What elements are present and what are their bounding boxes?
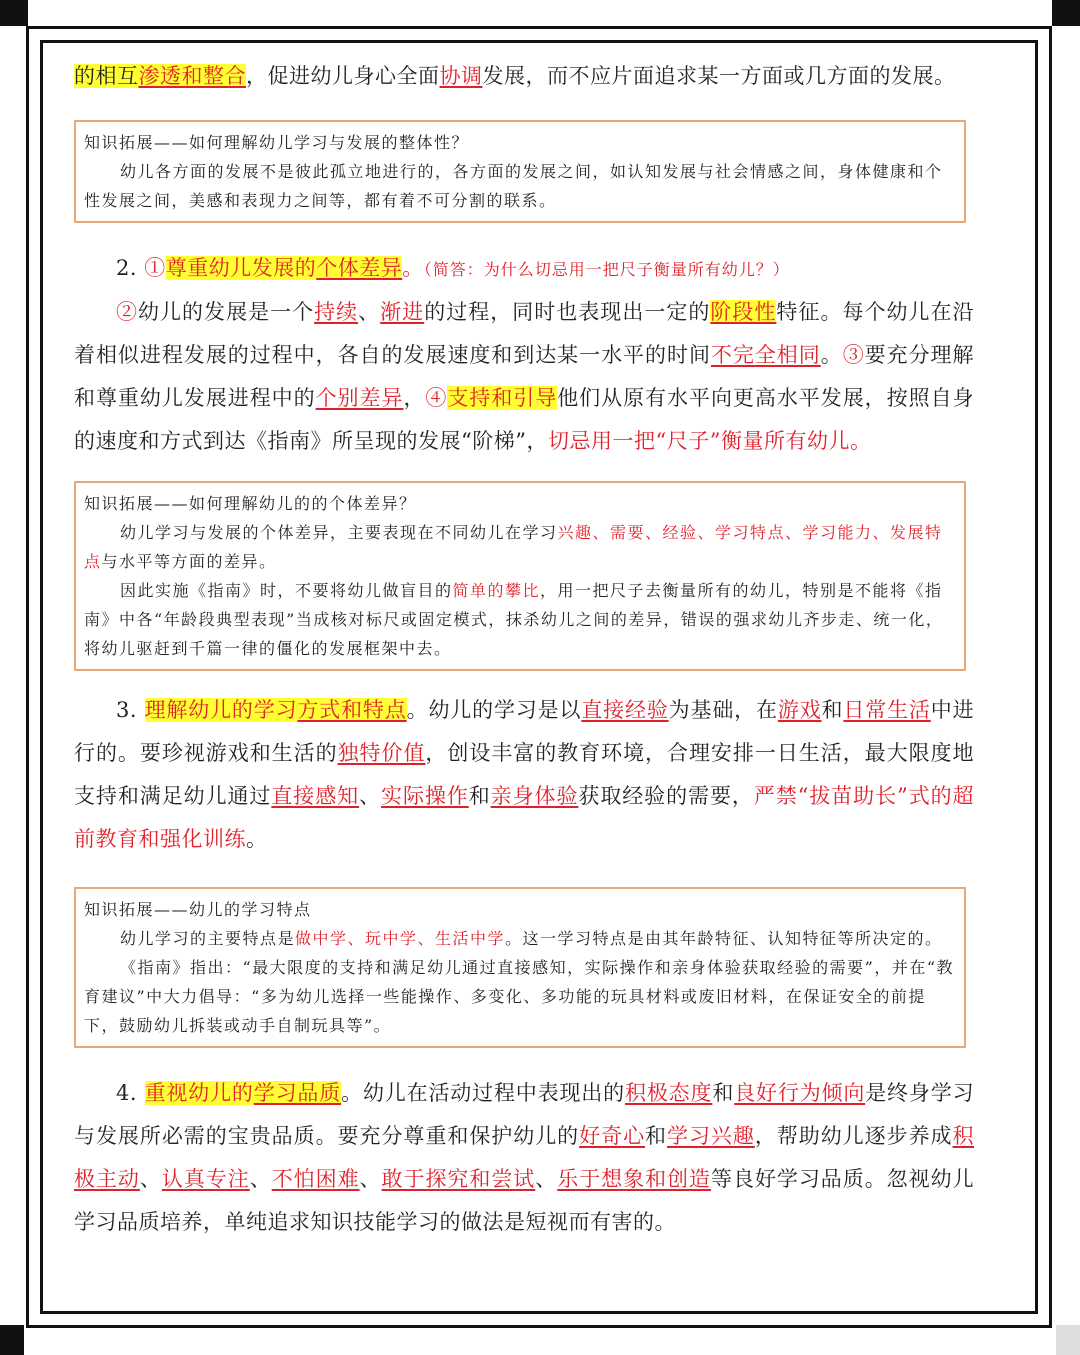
text: 和 xyxy=(821,698,844,722)
highlight-keyword: 支持和引导 xyxy=(447,386,558,410)
underlined-keyword: 积极主动 xyxy=(74,1124,975,1191)
text: ，促进幼儿身心全面 xyxy=(246,64,440,88)
text: 、 xyxy=(358,300,381,324)
circled-number: ③ xyxy=(842,343,865,367)
text: 他们从原有水平向更高水平发展，按照自身的速度和方式到达《指南》所呈现的发展“阶梯”， xyxy=(74,386,975,453)
text: 等良好学习品质。忽视幼儿学习品质培养，单纯追求知识技能学习的做法是短视而有害的。 xyxy=(74,1167,975,1234)
knowledge-box-integrity xyxy=(74,120,966,223)
underlined-keyword: 日常生活 xyxy=(843,698,931,722)
circled-number: ① xyxy=(144,256,166,280)
underlined-keyword: 协调 xyxy=(439,64,483,88)
text: 获取经验的需要， xyxy=(578,784,754,808)
red-emphasis: 切忌用一把“尺子”衡量所有幼儿。 xyxy=(547,429,872,453)
text: 。幼儿在活动过程中表现出的 xyxy=(341,1081,625,1105)
text: 是终身学习与发展所必需的宝贵品质。要充分尊重和保护幼儿的 xyxy=(74,1081,975,1148)
text: 幼儿学习的主要特点是 xyxy=(120,929,296,948)
underlined-keyword: 直接感知 xyxy=(271,784,360,808)
text: 特征。每个幼儿在沿着相似进程发展的过程中，各自的发展速度和到达某一水平的时间 xyxy=(74,300,975,367)
text: 、 xyxy=(535,1167,558,1191)
text: 因此实施《指南》时，不要将幼儿做盲目的 xyxy=(120,581,453,600)
text: 。 xyxy=(820,343,843,367)
section-number: 3. xyxy=(116,698,145,722)
box-body: 幼儿各方面的发展不是彼此孤立地进行的，各方面的发展之间，如认知发展与社会情感之间，身体健康和个性发展之间，美感和表现力之间等，都有着不可分割的联系。 xyxy=(84,162,943,210)
underlined-keyword: 渗透和整合 xyxy=(138,64,246,88)
box-title: 知识拓展——如何理解幼儿学习与发展的整体性？ xyxy=(84,133,470,152)
red-keywords: 简单的攀比 xyxy=(452,581,541,600)
box-body xyxy=(84,576,956,663)
underlined-keyword: 学习兴趣 xyxy=(667,1124,755,1148)
text: 与水平等方面的差异。 xyxy=(101,552,277,571)
text: 幼儿学习与发展的个体差异，主要表现在不同幼儿在学习 xyxy=(120,523,558,542)
text: 和 xyxy=(712,1081,735,1105)
text: ，创设丰富的教育环境，合理安排一日生活，最大限度地支持和满足幼儿通过 xyxy=(74,741,975,808)
exam-note: （简答：为什么切忌用一把尺子衡量所有幼儿？） xyxy=(423,260,790,279)
underlined-keyword: 不完全相同 xyxy=(710,343,821,367)
text: 。这一学习特点是由其年龄特征、认知特征等所决定的。 xyxy=(505,929,943,948)
text: 。幼儿的学习是以 xyxy=(406,698,582,722)
section-2-heading xyxy=(74,247,974,291)
underlined-keyword: 亲身体验 xyxy=(490,784,579,808)
underlined-keyword: 独特价值 xyxy=(337,741,426,765)
text: 、 xyxy=(139,1167,162,1191)
text: 为基础，在 xyxy=(668,698,778,722)
box-title: 知识拓展——幼儿的学习特点 xyxy=(84,900,312,919)
box-title: 知识拓展——如何理解幼儿的的个体差异？ xyxy=(84,494,417,513)
knowledge-box-individual-difference xyxy=(74,481,966,671)
text: 、 xyxy=(359,784,382,808)
corner-mark-bottom-right xyxy=(1056,1325,1080,1355)
underlined-keyword: 阶段性 xyxy=(710,300,777,324)
underlined-keyword: 直接经验 xyxy=(581,698,669,722)
section-4-body xyxy=(74,1072,974,1244)
text: 和 xyxy=(468,784,491,808)
knowledge-box-learning-features xyxy=(74,887,966,1048)
box-body: 《指南》指出：“最大限度的支持和满足幼儿通过直接感知，实际操作和亲身体验获取经验的需要”，并在“教育建议”中大力倡导：“多为幼儿选择一些能操作、多变化、多功能的玩具材料或废旧材料，在保证安全的前提下，鼓励幼儿拆装或动手自制玩具等”。 xyxy=(84,958,955,1035)
text: 和 xyxy=(645,1124,667,1148)
box-body xyxy=(84,518,956,576)
red-keywords: 做中学、玩中学、生活中学 xyxy=(295,929,506,948)
underlined-keyword: 乐于想象和创造 xyxy=(557,1167,711,1191)
underlined-keyword: 实际操作 xyxy=(381,784,469,808)
section-heading: 重视幼儿的 xyxy=(144,1081,254,1105)
red-emphasis: 严禁“拔苗助长”式的超前教育和强化训练 xyxy=(74,784,975,851)
text: 要充分理解和尊重幼儿发展进程中的 xyxy=(74,343,975,410)
underlined-keyword: 积极态度 xyxy=(624,1081,713,1105)
text: ，帮助幼儿逐步养成 xyxy=(754,1124,953,1148)
text: 、 xyxy=(249,1167,272,1191)
underlined-keyword: 持续 xyxy=(314,300,359,324)
underlined-keyword: 良好行为倾向 xyxy=(734,1081,866,1105)
text: 发展，而不应片面追求某一方面或几方面的发展。 xyxy=(482,64,956,88)
text: 。 xyxy=(246,827,268,851)
section-heading: 理解幼儿的学习 xyxy=(144,698,298,722)
underlined-keyword: 游戏 xyxy=(777,698,822,722)
highlight-text: 的相互 xyxy=(74,64,139,88)
document-content xyxy=(74,55,974,1244)
section-heading: 尊重幼儿发展的 xyxy=(165,256,317,280)
paragraph-continuation xyxy=(74,55,974,98)
section-heading-keyword: 学习品质 xyxy=(253,1081,342,1105)
underlined-keyword: 认真专注 xyxy=(161,1167,250,1191)
circled-number: ② xyxy=(116,300,139,324)
box-body xyxy=(84,924,956,953)
text: ， xyxy=(403,386,426,410)
section-3-body xyxy=(74,689,974,861)
text: 中进行的。要珍视游戏和生活的 xyxy=(74,698,975,765)
text: 、 xyxy=(359,1167,382,1191)
corner-mark-bottom-left xyxy=(0,1325,24,1355)
text: 的过程，同时也表现出一定的 xyxy=(424,300,711,324)
circled-number: ④ xyxy=(425,386,448,410)
corner-mark-top-right xyxy=(1052,0,1080,26)
text: 。 xyxy=(402,256,424,280)
text: 幼儿的发展是一个 xyxy=(138,300,315,324)
underlined-keyword: 不怕困难 xyxy=(271,1167,360,1191)
section-number: 4. xyxy=(116,1081,145,1105)
section-heading-keyword: 方式和特点 xyxy=(297,698,407,722)
underlined-keyword: 个别差异 xyxy=(315,386,404,410)
corner-mark-top-left xyxy=(0,0,28,26)
text: ，用一把尺子去衡量所有的幼儿，特别是不能将《指南》中各“年龄段典型表现”当成核对标尺或固定模式，抹杀幼儿之间的差异，错误的强求幼儿齐步走、统一化，将幼儿驱赶到千篇一律的僵化的发展框架中去。 xyxy=(84,581,944,658)
red-keywords: 兴趣、需要、经验、学习特点、学习能力、发展特点 xyxy=(84,523,943,571)
underlined-keyword: 好奇心 xyxy=(579,1124,646,1148)
underlined-keyword: 敢于探究和尝试 xyxy=(381,1167,536,1191)
section-2-body xyxy=(74,291,974,463)
underlined-keyword: 渐进 xyxy=(380,300,425,324)
section-number: 2. xyxy=(116,256,145,280)
section-heading-keyword: 个体差异 xyxy=(316,256,403,280)
